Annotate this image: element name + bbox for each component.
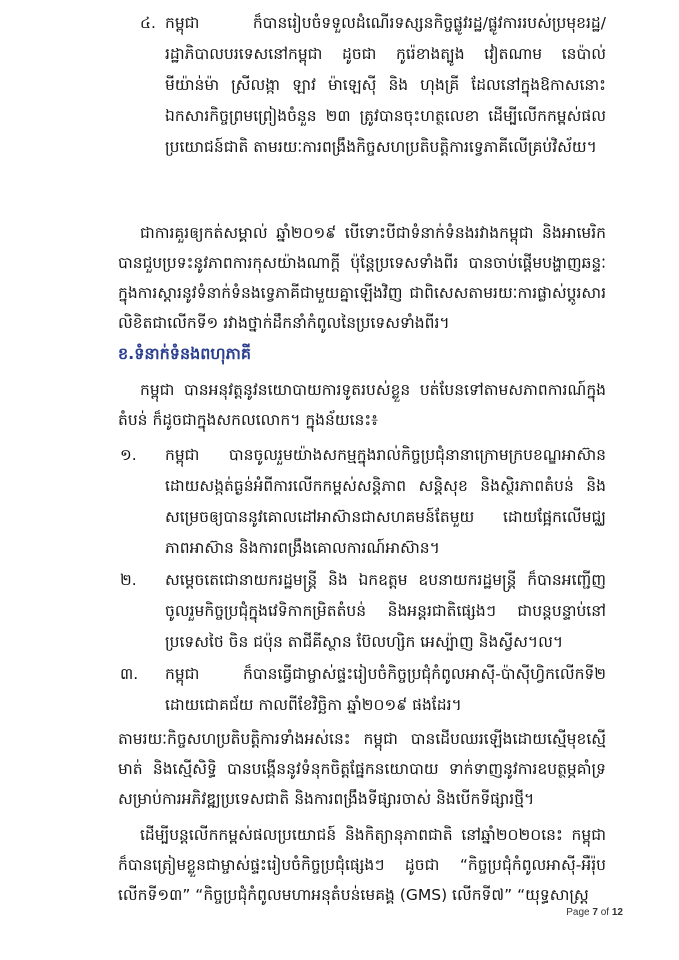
list-item-number: ៣. bbox=[120, 665, 139, 683]
page-number bbox=[566, 907, 623, 918]
page-current: 7 bbox=[592, 907, 598, 918]
paragraph-usa: ជាការគួរឲ្យកត់សម្គាល់ ឆ្នាំ២០១៩ បើទោះបីជាទំនាក់ទំនងរវាងកម្ពុជា និងអាមេរិក បានជួបប្រទះនូវភាពការកុសយ៉ាងណាក្ដី ប៉ុន្តែប្រទេសទាំងពីរ បានចាប់ផ្ដើមបង្ហាញឆន្ទៈក្នុងការស្តារនូវទំនាក់ទំនងទ្វេភាគីជាមួយគ្នាឡើងវិញ ជាពិសេសតាមរយៈការផ្លាស់ប្ដូរសារលិខិតជាលើកទី១ រវាងថ្នាក់ដឹកនាំកំពូលនៃប្រទេសទាំងពីរ។ bbox=[118, 224, 606, 332]
list-item-3 bbox=[120, 659, 606, 721]
list-item-number: ១. bbox=[120, 446, 137, 464]
page-total: 12 bbox=[611, 907, 623, 918]
paragraph-cooperation: តាមរយៈកិច្ចសហប្រតិបត្តិការទាំងអស់នេះ កម្ពុជា បានដើបឈរឡើងដោយស្មើមុខស្មើមាត់ និងស្មើសិទ្ធិ បានបង្កើននូវទំនុកចិត្តផ្នែកនយោបាយ ទាក់ទាញនូវការឧបត្ថម្ភគាំទ្រសម្រាប់ការអភិវឌ្ឍប្រទេសជាតិ និងការពង្រឹងទីផ្សារចាស់ និងបើកទីផ្សារថ្មី។ bbox=[118, 730, 606, 808]
page-word: Page bbox=[566, 907, 590, 918]
list-item-text: កម្ពុជា បានចូលរួមយ៉ាងសកម្មក្នុងរាល់កិច្ចប្រជុំនានាក្រោមក្របខណ្ឌអាស៊ាន ដោយសង្កត់ធ្ងន់អំពីការលើកកម្ពស់សន្តិភាព សន្តិសុខ និងស្ថិរភាពតំបន់ និងសម្រេចឲ្យបាននូវគោលដៅអាស៊ានជាសហគមន៍តែមួយ ដោយផ្អែកលើមជ្ឈភាពអាស៊ាន និងការពង្រឹងគោលការណ៍អាស៊ាន។ bbox=[165, 446, 606, 557]
list-item-text: កម្ពុជា ក៏បានធ្វើជាម្ចាស់ផ្ទះរៀបចំកិច្ចប្រជុំកំពូលអាស៊ី-ប៉ាស៊ីហ្វិកលើកទី២ ដោយជោគជ័យ កាលពីខែវិច្ឆិកា ឆ្នាំ២០១៩ ផងដែរ។ bbox=[165, 665, 606, 714]
paragraph-2020: ដើម្បីបន្តលើកកម្ពស់ផលប្រយោជន៍ និងកិត្យានុភាពជាតិ នៅឆ្នាំ២០២០នេះ កម្ពុជា ក៏បានត្រៀមខ្លួនជាម្ចាស់ផ្ទះរៀបចំកិច្ចប្រជុំផ្សេងៗ ដូចជា “កិច្ចប្រជុំកំពូលអាស៊ី-អឺរ៉ុបលើកទី១៣” “កិច្ចប្រជុំកំពូលមហាអនុតំបន់មេគង្គ (GMS) លើកទី៧” “យុទ្ធសាស្ត្រ bbox=[118, 826, 606, 904]
list-item-4 bbox=[140, 8, 606, 163]
list-item-number: ២. bbox=[120, 571, 137, 589]
list-item-text: សម្តេចតេជោនាយករដ្ឋមន្ត្រី និង ឯកឧត្តម ឧបនាយករដ្ឋមន្ត្រី ក៏បានអញ្ជើញចូលរួមកិច្ចប្រជុំក្នុងវេទិកាកម្រិតតំបន់ និងអន្តរជាតិផ្សេងៗ ជាបន្តបន្ទាប់នៅប្រទេសថៃ ចិន ជប៉ុន តាជីគីស្ថាន ប៊ែលហ្សិក អេស្ប៉ាញ និងស្វីស។ល។ bbox=[165, 571, 606, 651]
list-item-1 bbox=[120, 440, 606, 564]
list-item-text: កម្ពុជា ក៏បានរៀបចំទទួលដំណើរទស្សនកិច្ចផ្លូវរដ្ឋ/ផ្លូវការរបស់ប្រមុខរដ្ឋ/រដ្ឋាភិបាលបរទេសនៅកម្ពុជា ដូចជា កូរ៉េខាងត្បូង វៀតណាម នេប៉ាល់ មីយ៉ាន់ម៉ា ស្រីលង្កា ឡាវ ម៉ាឡេស៊ី និង ហុងគ្រី ដែលនៅក្នុងឱកាសនោះ ឯកសារកិច្ចព្រមព្រៀងចំនួន ២៣ ត្រូវបានចុះហត្ថលេខា ដើម្បីលើកកម្ពស់ផលប្រយោជន៍ជាតិ តាមរយៈការពង្រឹងកិច្ចសហប្រតិបត្តិការទ្វេភាគីលើគ្រប់វិស័យ។ bbox=[165, 14, 606, 156]
list-item-number: ៤. bbox=[140, 14, 156, 32]
list-item-2 bbox=[120, 565, 606, 658]
paragraph-multilateral: កម្ពុជា បានអនុវត្តនូវនយោបាយការទូតរបស់ខ្លួន បត់បែនទៅតាមសភាពការណ៍ក្នុងតំបន់ ក៏ដូចជាក្នុងសកលលោក។ ក្នុងន័យនេះ៖ bbox=[118, 381, 606, 429]
page-of: of bbox=[600, 907, 610, 918]
section-heading: ខ.ទំនាក់ទំនងពហុភាគី bbox=[118, 344, 252, 363]
